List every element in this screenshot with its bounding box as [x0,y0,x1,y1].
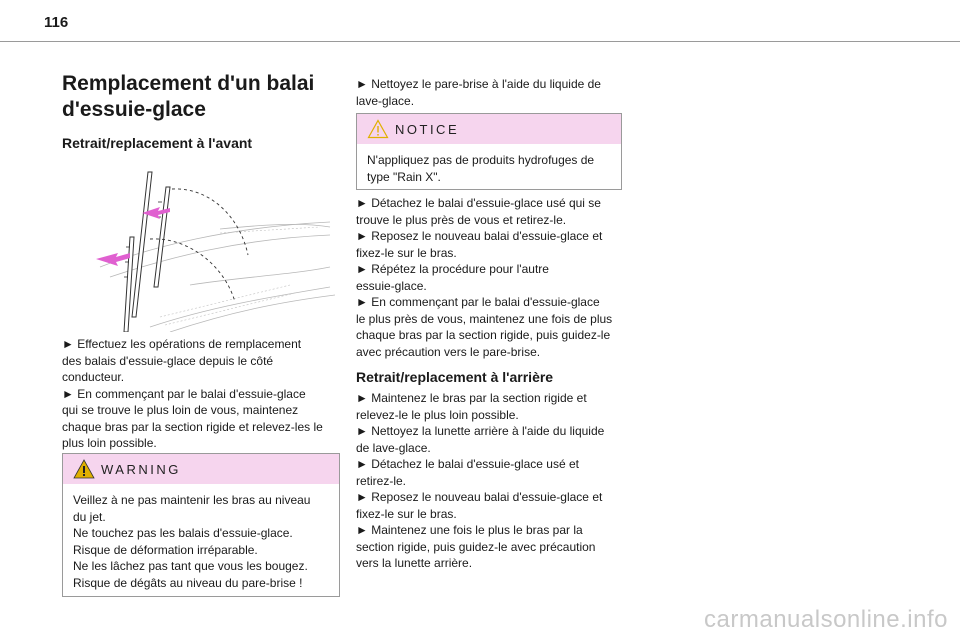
front-step-line: ► En commençant par le balai d'essuie-glace [62,386,306,401]
page-title [62,71,340,123]
warning-line: Veillez à ne pas maintenir les bras au niveau [73,493,311,507]
right-step-line: ► Répétez la procédure pour l'autre [356,262,549,276]
right-step-line: fixez-le sur le bras. [356,245,457,260]
right-step-line: le plus près de vous, maintenez une fois de plus [356,311,613,326]
front-step-line: conducteur. [62,370,125,384]
warning-line: Risque de dégâts au niveau du pare-brise ! [73,575,303,590]
front-step-line: des balais d'essuie-glace depuis le côté [62,353,274,368]
rear-steps [356,390,604,572]
notice-line: type "Rain X". [367,169,441,184]
wiper-illustration [90,167,340,332]
right-top-line: lave-glace. [356,93,415,108]
warning-text [73,492,310,591]
notice-line: N'appliquez pas de produits hydrofuges de [367,153,595,167]
page-number: 116 [44,14,69,31]
header-divider [0,41,960,42]
front-step-line: chaque bras par la section rigide et relevez-les le [62,419,323,434]
rear-section-heading: Retrait/replacement à l'arrière [356,369,554,385]
front-steps [62,336,323,452]
right-step-line: chaque bras par la section rigide, puis guidez-le [356,328,611,342]
rear-step-line: ► Reposez le nouveau balai d'essuie-glace et [356,490,603,504]
warning-header [63,454,339,484]
rear-step-line: vers la lunette arrière. [356,556,473,570]
right-top-line: ► Nettoyez le pare-brise à l'aide du liquide de [356,77,601,91]
notice-header [357,114,621,144]
rear-step-line: ► Maintenez le bras par la section rigide et [356,391,587,405]
front-replace-steps [356,195,612,360]
front-step-line: ► Effectuez les opérations de remplacement [62,337,302,351]
page-title-line-2: d'essuie-glace [62,98,206,121]
rear-step-line: ► Nettoyez la lunette arrière à l'aide du liquide [356,424,605,438]
warning-box [62,453,340,597]
rear-step-line: ► Détachez le balai d'essuie-glace usé et [356,457,579,471]
rear-step-line: fixez-le sur le bras. [356,506,457,521]
rear-step-line: ► Maintenez une fois le plus le bras par la [356,523,583,537]
right-step-line: ► Reposez le nouveau balai d'essuie-glace et [356,229,603,243]
right-step-line: trouve le plus près de vous et retirez-le. [356,212,567,227]
front-step-line: plus loin possible. [62,436,157,450]
notice-box [356,113,622,190]
rear-step-line: relevez-le le plus loin possible. [356,407,519,422]
warning-line: du jet. [73,509,106,524]
warning-triangle-icon [73,459,95,479]
rear-step-line: de lave-glace. [356,440,431,455]
page-title-line-1: Remplacement d'un balai [62,72,315,95]
right-step-line: ► Détachez le balai d'essuie-glace usé qui se [356,196,601,210]
caution-triangle-icon [367,119,389,139]
watermark: carmanualsonline.info [704,606,948,633]
rear-step-line: section rigide, puis guidez-le avec précaution [356,539,596,554]
rear-step-line: retirez-le. [356,473,407,488]
notice-text [367,152,594,185]
clean-windscreen-step [356,76,601,109]
warning-line: Ne les lâchez pas tant que vous les bougez. [73,559,308,573]
warning-line: Ne touchez pas les balais d'essuie-glace. [73,526,293,540]
front-step-line: qui se trouve le plus loin de vous, maintenez [62,403,299,417]
warning-label: WARNING [101,462,181,477]
front-section-heading: Retrait/replacement à l'avant [62,135,253,151]
right-step-line: avec précaution vers le pare-brise. [356,344,541,359]
right-step-line: essuie-glace. [356,278,427,293]
notice-label: NOTICE [395,122,460,137]
warning-line: Risque de déformation irréparable. [73,542,258,557]
right-step-line: ► En commençant par le balai d'essuie-glace [356,295,600,309]
